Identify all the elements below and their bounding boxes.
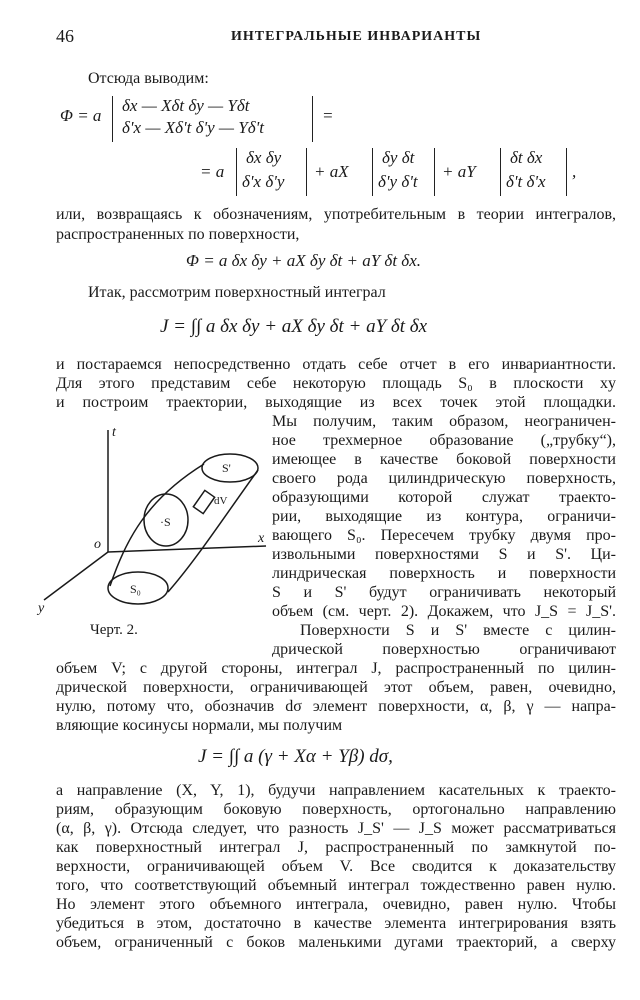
eq1-lhs: Φ = a (60, 106, 102, 125)
y-axis (44, 552, 108, 600)
text-line: и постараемся непосредственно отдать себе отчет в его инвариантности. (56, 356, 616, 373)
determinant-bar-left (112, 96, 113, 142)
text-line: верхности, ограничивающей объем V. Все сводится к доказательству (56, 858, 616, 875)
det3-bar-right (566, 148, 567, 196)
text-line: вающего S₀. Пересечем трубку двумя про- (272, 527, 616, 544)
text-line: S и S' будут ограничивать некоторый (272, 584, 616, 601)
text-line: Мы получим, таким образом, неограничен- (272, 413, 616, 430)
tube-right-edge (168, 470, 258, 592)
axis-label-y: y (38, 601, 45, 616)
tube-left-edge (110, 464, 204, 586)
text-line: Поверхности S и S' вместе с цилин- (300, 622, 616, 639)
text-line: дрической поверхностью ограничивают (272, 641, 616, 658)
text-line: а направление (X, Y, 1), будучи направлением касательных к траекто- (56, 782, 616, 799)
eq2-m1-row2: δ'x δ'y (242, 172, 285, 191)
figure-caption: Черт. 2. (90, 622, 138, 638)
running-title: ИНТЕГРАЛЬНЫЕ ИНВАРИАНТЫ (231, 29, 482, 44)
text-line: ное трехмерное образование („трубку“), (272, 432, 616, 449)
text-line: как поверхностный интеграл J, распространенный по замкнутой по- (56, 839, 616, 856)
eq2-comma: , (572, 162, 577, 181)
x-axis (108, 546, 266, 552)
text-line: Отсюда выводим: (88, 70, 209, 87)
label-dv: dV (214, 495, 228, 507)
equation-5: J = ∫∫ a (γ + Xα + Yβ) dσ, (198, 746, 393, 767)
eq2-m3-row2: δ't δ'x (506, 172, 546, 191)
eq2-m1-row1: δx δy (246, 148, 282, 167)
axis-label-t: t (112, 425, 116, 440)
det1-bar-right (306, 148, 307, 196)
text-line: (α, β, γ). Отсюда следует, что разность J_S' — J_S может рассматриваться (56, 820, 616, 837)
label-s: ·S (160, 515, 171, 529)
eq2-m2-row2: δ'y δ't (378, 172, 418, 191)
text-line: Для этого представим себе некоторую площадь S₀ в плоскости xy (56, 375, 616, 392)
eq1-equals: = (322, 106, 334, 125)
text-line: извольными поверхностями S и S'. Ци- (272, 546, 616, 563)
label-s0: S₀ (130, 582, 141, 596)
text-line: рии, выходящие из контура, ограничи- (272, 508, 616, 525)
page-header (56, 26, 616, 50)
label-s-prime: S' (222, 461, 231, 475)
page-number: 46 (56, 26, 74, 46)
eq2-lead: = a (200, 162, 225, 181)
text-line: Итак, рассмотрим поверхностный интеграл (88, 284, 386, 301)
text-line: того, что соответствующий объемный интеграл тождественно равен нулю. (56, 877, 616, 894)
text-line: нулю, потому что, обозначив dσ элемент поверхности, α, β, γ — напра- (56, 698, 616, 715)
det1-bar-left (236, 148, 237, 196)
text-line: распространенных по поверхности, (56, 226, 300, 243)
eq1-row2: δ'x — Xδ't δ'y — Yδ't (122, 118, 265, 137)
equation-3: Φ = a δx δy + aX δy δt + aY δt δx. (186, 251, 421, 270)
text-line: дрической поверхности, ограничивающей этот объем, равен, очевидно, (56, 679, 616, 696)
eq2-m2-row1: δy δt (382, 148, 415, 167)
text-line: имеющее в качестве боковой поверхности (272, 451, 616, 468)
axis-label-x: x (258, 531, 265, 546)
eq2-plus-ay: + aY (442, 162, 476, 181)
determinant-bar-right (312, 96, 313, 142)
equation-4: J = ∫∫ a δx δy + aX δy δt + aY δt δx (160, 316, 428, 337)
text-line: объем V; с другой стороны, интеграл J, распространенный по цилин- (56, 660, 616, 677)
volume-element-dv (193, 490, 214, 513)
eq2-m3-row1: δt δx (510, 148, 543, 167)
det2-bar-left (372, 148, 373, 196)
text-line: объем (см. черт. 2). Докажем, что J_S = J_S'. (272, 603, 616, 620)
det2-bar-right (434, 148, 435, 196)
text-line: и построим траектории, выходящие из всех точек этой площадки. (56, 394, 616, 411)
det3-bar-left (500, 148, 501, 196)
text-line: своего рода цилиндрическую поверхность, (272, 470, 616, 487)
text-line: или, возвращаясь к обозначениям, употребительным в теории интегралов, (56, 206, 616, 223)
eq2-plus-ax: + aX (314, 162, 349, 181)
text-line: образующими которой служат траекто- (272, 489, 616, 506)
text-line: вляющие косинусы нормали, мы получим (56, 717, 343, 734)
figure-tube-diagram (26, 420, 272, 620)
text-line: линдрическая поверхность и поверхности (272, 565, 616, 582)
text-line: убедиться в этом, достаточно в качестве элемента интегрирования взять (56, 915, 616, 932)
text-line: объем, ограниченный с боков маленькими дугами траекторий, а сверху (56, 934, 616, 951)
origin-label: o (94, 537, 101, 552)
eq1-row1: δx — Xδt δy — Yδt (122, 96, 250, 115)
text-line: риям, образующим боковую поверхность, ортогонально направлению (56, 801, 616, 818)
text-line: Но элемент этого объемного интеграла, очевидно, равен нулю. Чтобы (56, 896, 616, 913)
